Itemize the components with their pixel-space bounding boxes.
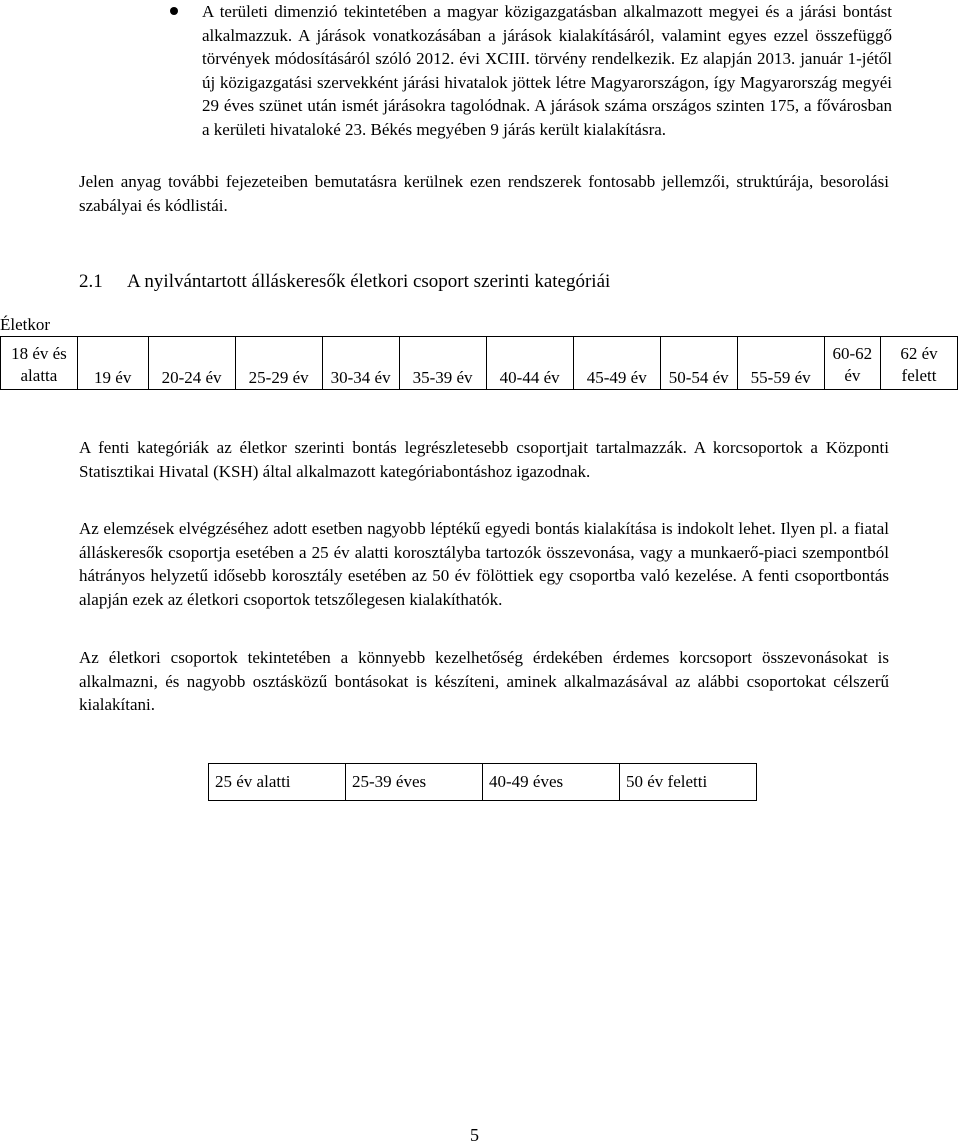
age-category-table [0,336,958,390]
table-cell: 18 év és alatta [1,337,78,390]
table-row [1,337,958,390]
intro-paragraph: Jelen anyag további fejezeteiben bemutatásra kerülnek ezen rendszerek fontosabb jellemzői, struktúrája, besorolási szabályai és kódlistái. [79,172,889,215]
table-cell: 60-62 év [824,337,880,390]
table-cell: 25-39 éves [346,764,483,801]
table-cell: 20-24 év [148,337,235,390]
bullet-text: A területi dimenzió tekintetében a magyar közigazgatásban alkalmazott megyei és a járási bontást alkalmazzuk. A járások vonatkozásában a járások kialakításáról, valamint egyes ezzel összefüggő törvények módosításáról szóló 2012. évi XCIII. törvény rendelkezik. Ez alapján 2013. január 1-jétől új közigazgatási szervekként járási hivatalok jöttek létre Magyarországon, így Magyarország megyéi 29 éves szünet után ismét járásokra tagolódnak. A járások száma országos szinten 175, a fővárosban a kerületi hivataloké 23. Békés megyében 9 járás került kialakításra. [202,2,892,139]
age-table-label: Életkor [0,315,51,334]
paragraph: Az elemzések elvégzéséhez adott esetben nagyobb léptékű egyedi bontás kialakítása is indokolt lehet. Ilyen pl. a fiatal álláskeresők csoportja esetében a 25 év alatti korosztályba tartozók összevonása, vagy a munkaerő-piaci szempontból hátrányos helyzetű idősebb korosztály esetében az 50 év fölöttiek egy csoportba való kezelése. A fenti csoportbontás alapján ezek az életkori csoportok tetszőlegesen kialakíthatók. [79,519,889,609]
table-cell: 55-59 év [737,337,824,390]
paragraph: Az életkori csoportok tekintetében a könnyebb kezelhetőség érdekében érdemes korcsoport összevonásokat is alkalmazni, és nagyobb osztásközű bontásokat is készíteni, aminek alkalmazásával az alábbi csoportokat célszerű kialakítani. [79,648,889,714]
section-number: 2.1 [79,271,103,292]
table-cell: 35-39 év [399,337,486,390]
table-cell: 25 év alatti [209,764,346,801]
table-cell: 45-49 év [573,337,660,390]
bullet-dot-icon [170,7,178,15]
table-cell: 30-34 év [322,337,399,390]
table-row [209,764,757,801]
table-cell: 50-54 év [660,337,737,390]
table-cell: 62 év felett [881,337,958,390]
table-cell: 25-29 év [235,337,322,390]
table-cell: 19 év [77,337,148,390]
table-cell: 40-44 év [486,337,573,390]
section-heading [79,270,610,294]
section-title: A nyilvántartott álláskeresők életkori csoport szerinti kategóriái [127,271,611,292]
paragraph: A fenti kategóriák az életkor szerinti bontás legrészletesebb csoportjait tartalmazzák. A korcsoportok a Központi Statisztikai Hivatal (KSH) által alkalmazott kategóriabontáshoz igazodnak. [79,438,889,481]
age-group-table [208,763,757,801]
table-cell: 40-49 éves [483,764,620,801]
page-number: 5 [470,1125,479,1145]
table-cell: 50 év feletti [620,764,757,801]
